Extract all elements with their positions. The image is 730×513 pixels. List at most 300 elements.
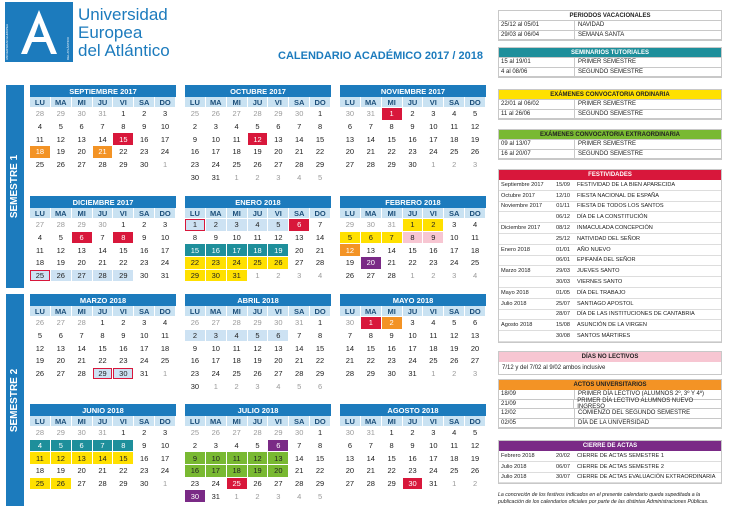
day-cell: 20 (268, 146, 289, 159)
month-calendar (185, 294, 331, 393)
weekday-header: VI (113, 306, 134, 317)
festividad-date: 01/05 (556, 289, 570, 296)
day-cell: 11 (465, 232, 486, 245)
legend-date: 15 al 19/01 (499, 58, 575, 67)
month-calendar (30, 404, 176, 490)
weekday-header: DO (465, 416, 486, 427)
day-cell: 28 (93, 270, 114, 283)
day-cell: 15 (185, 244, 206, 257)
weekday-header: DO (155, 208, 176, 219)
day-cell: 5 (248, 440, 269, 453)
day-cell: 4 (30, 440, 51, 453)
day-cell: 27 (227, 427, 248, 440)
day-cell: 27 (268, 478, 289, 491)
day-cell: 28 (361, 159, 382, 172)
month-grid (30, 208, 176, 282)
month-grid (340, 97, 486, 171)
day-cell: 29 (310, 368, 331, 381)
day-cell: 31 (403, 368, 424, 381)
day-cell: 21 (72, 355, 93, 368)
festividad-name: EPIFANÍA DEL SEÑOR (577, 257, 636, 264)
day-cell: 30 (185, 380, 206, 393)
day-cell: 26 (51, 270, 72, 283)
day-cell: 14 (289, 342, 310, 355)
day-cell: 28 (93, 159, 114, 172)
acto-date: 02/05 (499, 419, 575, 428)
day-cell: 27 (361, 270, 382, 283)
month-title: ENERO 2018 (185, 196, 331, 208)
day-cell: 2 (227, 380, 248, 393)
weekday-header: MI (227, 208, 248, 219)
weekday-header: MI (382, 306, 403, 317)
day-cell: 2 (113, 317, 134, 330)
day-cell: 5 (310, 490, 331, 503)
weekday-header: VI (268, 208, 289, 219)
day-cell: 9 (382, 330, 403, 343)
day-cell: 8 (361, 330, 382, 343)
day-cell: 20 (289, 244, 310, 257)
day-cell: 27 (51, 368, 72, 381)
day-cell: 28 (310, 257, 331, 270)
day-cell: 31 (227, 270, 248, 283)
month-grid (185, 416, 331, 503)
weekday-header: SA (289, 306, 310, 317)
weekday-header: MA (206, 416, 227, 427)
day-cell: 28 (248, 427, 269, 440)
day-cell: 3 (465, 368, 486, 381)
day-cell: 1 (444, 478, 465, 491)
day-cell: 23 (185, 478, 206, 491)
legend-row (499, 100, 721, 110)
festividad-date: 28/07 (556, 311, 570, 318)
day-cell: 16 (134, 133, 155, 146)
day-cell: 13 (340, 133, 361, 146)
day-cell: 25 (227, 368, 248, 381)
day-cell: 26 (248, 478, 269, 491)
day-cell: 9 (134, 121, 155, 134)
day-cell: 9 (185, 452, 206, 465)
weekday-header: LU (340, 416, 361, 427)
day-cell: 12 (248, 452, 269, 465)
day-cell: 17 (423, 133, 444, 146)
day-cell: 1 (155, 368, 176, 381)
day-cell: 26 (51, 159, 72, 172)
festividad-row (499, 331, 721, 342)
day-cell: 31 (134, 368, 155, 381)
day-cell: 24 (155, 465, 176, 478)
month-calendar (185, 404, 331, 503)
section-title: EXÁMENES CONVOCATORIA EXTRAORDINARIA (499, 130, 721, 140)
weekday-header: MI (227, 306, 248, 317)
month-title: SEPTIEMBRE 2017 (30, 85, 176, 97)
day-cell: 10 (403, 330, 424, 343)
day-cell: 4 (444, 427, 465, 440)
day-cell: 26 (248, 159, 269, 172)
day-cell: 29 (268, 108, 289, 121)
day-cell: 30 (340, 108, 361, 121)
day-cell: 5 (340, 232, 361, 245)
day-cell: 15 (382, 133, 403, 146)
day-cell: 28 (289, 368, 310, 381)
legend-date: 4 al 08/06 (499, 68, 575, 77)
day-cell: 31 (206, 490, 227, 503)
legend-row (499, 58, 721, 68)
day-cell: 24 (423, 146, 444, 159)
weekday-header: LU (30, 306, 51, 317)
day-cell: 26 (340, 270, 361, 283)
day-cell: 31 (155, 270, 176, 283)
weekday-header: DO (310, 306, 331, 317)
weekday-header: LU (185, 97, 206, 108)
day-cell: 27 (206, 317, 227, 330)
day-cell: 3 (403, 317, 424, 330)
festividad-name: DÍA DE LAS INSTITUCIONES DE CANTABRIA (577, 311, 695, 318)
weekday-header: MA (51, 208, 72, 219)
festividad-row (499, 299, 721, 310)
day-cell: 20 (72, 257, 93, 270)
acto-label: PRIMER DÍA LECTIVO (ALUMNOS 2º, 3º Y 4º) (578, 391, 705, 398)
weekday-header: MA (206, 97, 227, 108)
day-cell: 7 (289, 440, 310, 453)
day-cell: 10 (155, 440, 176, 453)
day-cell: 12 (51, 244, 72, 257)
festividad-name: AÑO NUEVO (577, 246, 611, 253)
day-cell: 22 (361, 355, 382, 368)
weekday-header: MI (227, 416, 248, 427)
day-cell: 10 (423, 121, 444, 134)
semester-1-bar (6, 85, 24, 288)
day-cell: 26 (51, 478, 72, 491)
weekday-header: MA (206, 208, 227, 219)
day-cell: 24 (134, 355, 155, 368)
day-cell: 29 (72, 219, 93, 232)
weekday-header: JU (248, 208, 269, 219)
legend-date: 29/03 al 06/04 (499, 31, 575, 40)
day-cell: 19 (465, 133, 486, 146)
day-cell: 11 (227, 133, 248, 146)
day-cell: 26 (465, 465, 486, 478)
day-cell: 13 (268, 452, 289, 465)
day-cell: 12 (465, 121, 486, 134)
day-cell: 4 (155, 317, 176, 330)
day-cell: 29 (382, 478, 403, 491)
weekday-header: SA (289, 97, 310, 108)
day-cell: 25 (227, 159, 248, 172)
day-cell: 10 (444, 232, 465, 245)
day-cell: 15 (113, 244, 134, 257)
day-cell: 1 (310, 427, 331, 440)
day-cell: 11 (155, 330, 176, 343)
day-cell: 27 (51, 317, 72, 330)
day-cell: 12 (248, 133, 269, 146)
day-cell: 6 (268, 440, 289, 453)
day-cell: 10 (155, 232, 176, 245)
festividad-name: FIESTA NACIONAL DE ESPAÑA (577, 192, 659, 199)
day-cell: 2 (423, 219, 444, 232)
day-cell: 4 (289, 490, 310, 503)
weekday-header: JU (248, 306, 269, 317)
section-title: SEMINARIOS TUTORIALES (499, 48, 721, 58)
festividad-month: Diciembre 2017 (501, 225, 541, 232)
day-cell: 5 (310, 171, 331, 184)
day-cell: 29 (310, 478, 331, 491)
day-cell: 2 (185, 121, 206, 134)
day-cell: 18 (423, 342, 444, 355)
cierre-section (498, 440, 722, 484)
day-cell: 10 (227, 232, 248, 245)
day-cell: 29 (310, 159, 331, 172)
day-cell: 8 (113, 232, 134, 245)
day-cell: 16 (185, 146, 206, 159)
day-cell: 18 (444, 133, 465, 146)
day-cell: 23 (134, 465, 155, 478)
day-cell: 23 (206, 257, 227, 270)
day-cell: 12 (30, 342, 51, 355)
weekday-header: MI (72, 416, 93, 427)
day-cell: 29 (113, 478, 134, 491)
day-cell: 26 (206, 108, 227, 121)
day-cell: 9 (206, 232, 227, 245)
weekday-header: VI (113, 416, 134, 427)
day-cell: 12 (51, 452, 72, 465)
day-cell: 28 (361, 478, 382, 491)
day-cell: 29 (268, 427, 289, 440)
day-cell: 28 (30, 427, 51, 440)
day-cell: 1 (403, 270, 424, 283)
day-cell: 20 (51, 355, 72, 368)
month-title: NOVIEMBRE 2017 (340, 85, 486, 97)
day-cell: 1 (248, 270, 269, 283)
day-cell: 15 (361, 342, 382, 355)
day-cell: 5 (51, 232, 72, 245)
day-cell: 1 (185, 219, 206, 232)
day-cell: 8 (93, 330, 114, 343)
day-cell: 18 (227, 355, 248, 368)
day-cell: 11 (30, 452, 51, 465)
weekday-header: VI (423, 208, 444, 219)
day-cell: 23 (113, 355, 134, 368)
footnote: La concreción de los festivos indicados en el presente calendario queda supeditada a la publicación de los calendarios oficiales por parte de las distintas Administraciones Públicas. (498, 492, 709, 505)
festividad-month: Mayo 2018 (501, 289, 529, 296)
day-cell: 3 (227, 219, 248, 232)
acto-row (499, 409, 721, 419)
cierre-date: 20/02 (556, 452, 570, 459)
day-cell: 13 (72, 244, 93, 257)
day-cell: 29 (185, 270, 206, 283)
semester-2-bar (6, 294, 24, 506)
day-cell: 3 (206, 330, 227, 343)
day-cell: 12 (248, 342, 269, 355)
day-cell: 25 (227, 478, 248, 491)
festividad-month: Marzo 2018 (501, 268, 531, 275)
day-cell: 3 (289, 270, 310, 283)
day-cell: 16 (403, 452, 424, 465)
month-calendar (340, 294, 486, 380)
day-cell: 8 (310, 440, 331, 453)
day-cell: 13 (268, 342, 289, 355)
month-calendar (30, 294, 176, 380)
day-cell: 6 (289, 219, 310, 232)
weekday-header: SA (134, 416, 155, 427)
day-cell: 1 (113, 108, 134, 121)
day-cell: 10 (423, 440, 444, 453)
month-grid (340, 208, 486, 282)
acto-label: DÍA DE LA UNIVERSIDAD (578, 419, 650, 426)
day-cell: 1 (423, 368, 444, 381)
day-cell: 20 (340, 146, 361, 159)
day-cell: 20 (268, 465, 289, 478)
festividad-month: Enero 2018 (501, 246, 530, 253)
day-cell: 13 (268, 133, 289, 146)
day-cell: 30 (113, 368, 134, 381)
day-cell: 21 (289, 465, 310, 478)
day-cell: 5 (465, 427, 486, 440)
day-cell: 9 (185, 133, 206, 146)
festividad-row (499, 223, 721, 234)
acto-date: 12/02 (499, 409, 575, 418)
acto-row (499, 397, 721, 410)
festividad-name: SANTIAGO APOSTOL (577, 300, 634, 307)
festividad-month: Septiembre 2017 (501, 181, 544, 188)
day-cell: 25 (155, 355, 176, 368)
day-cell: 8 (310, 121, 331, 134)
month-grid (185, 208, 331, 282)
weekday-header: MI (382, 208, 403, 219)
day-cell: 20 (361, 257, 382, 270)
day-cell: 27 (30, 219, 51, 232)
month-title: FEBRERO 2018 (340, 196, 486, 208)
day-cell: 19 (268, 244, 289, 257)
day-cell: 28 (340, 368, 361, 381)
festividad-name: FESTIVIDAD DE LA BIEN APARECIDA (577, 181, 676, 188)
festividad-row (499, 266, 721, 277)
day-cell: 22 (310, 465, 331, 478)
weekday-header: LU (340, 97, 361, 108)
weekday-header: MI (72, 306, 93, 317)
day-cell: 17 (134, 342, 155, 355)
festividad-row (499, 277, 721, 288)
day-cell: 11 (30, 244, 51, 257)
day-cell: 29 (340, 219, 361, 232)
day-cell: 2 (444, 159, 465, 172)
semester-2-label: SEMESTRE 2 (9, 368, 21, 432)
day-cell: 19 (444, 342, 465, 355)
weekday-header: VI (423, 97, 444, 108)
weekday-header: LU (30, 97, 51, 108)
day-cell: 9 (185, 342, 206, 355)
legend-date: 25/12 al 05/01 (499, 21, 575, 30)
weekday-header: MA (361, 97, 382, 108)
weekday-header: JU (93, 416, 114, 427)
festividad-date: 06/12 (556, 214, 570, 221)
day-cell: 31 (361, 427, 382, 440)
day-cell: 3 (155, 427, 176, 440)
festividad-name: INMACULADA CONCEPCIÓN (577, 225, 653, 232)
day-cell: 24 (423, 465, 444, 478)
day-cell: 6 (51, 330, 72, 343)
day-cell: 11 (248, 232, 269, 245)
day-cell: 21 (361, 146, 382, 159)
university-name-line1: Universidad (78, 5, 168, 24)
weekday-header: LU (340, 306, 361, 317)
day-cell: 5 (248, 330, 269, 343)
day-cell: 30 (134, 270, 155, 283)
day-cell: 11 (444, 440, 465, 453)
day-cell: 24 (403, 355, 424, 368)
day-cell: 4 (227, 440, 248, 453)
festividad-name: FIESTA DE TODOS LOS SANTOS (577, 203, 664, 210)
day-cell: 2 (134, 108, 155, 121)
month-grid (340, 306, 486, 380)
day-cell: 29 (113, 270, 134, 283)
weekday-header: DO (155, 416, 176, 427)
day-cell: 12 (465, 440, 486, 453)
day-cell: 23 (382, 355, 403, 368)
day-cell: 7 (382, 232, 403, 245)
legend-section (498, 10, 722, 41)
day-cell: 19 (465, 452, 486, 465)
day-cell: 30 (185, 490, 206, 503)
day-cell: 19 (51, 465, 72, 478)
day-cell: 2 (248, 171, 269, 184)
day-cell: 1 (361, 317, 382, 330)
day-cell: 27 (465, 355, 486, 368)
weekday-header: DO (155, 306, 176, 317)
day-cell: 17 (423, 452, 444, 465)
day-cell: 16 (185, 355, 206, 368)
festividad-month: Agosto 2018 (501, 322, 533, 329)
month-calendar (340, 196, 486, 282)
day-cell: 19 (30, 355, 51, 368)
cierre-label: CIERRE DE ACTAS SEMESTRE 1 (577, 452, 664, 459)
month-grid (30, 416, 176, 490)
day-cell: 7 (289, 121, 310, 134)
day-cell: 1 (310, 108, 331, 121)
day-cell: 3 (444, 219, 465, 232)
day-cell: 4 (444, 108, 465, 121)
day-cell: 1 (227, 171, 248, 184)
day-cell: 26 (30, 368, 51, 381)
day-cell: 12 (51, 133, 72, 146)
weekday-header: JU (93, 97, 114, 108)
day-cell: 6 (465, 317, 486, 330)
day-cell: 18 (155, 342, 176, 355)
day-cell: 19 (51, 146, 72, 159)
day-cell: 13 (289, 232, 310, 245)
legend-row (499, 110, 721, 120)
day-cell: 2 (423, 270, 444, 283)
day-cell: 20 (72, 146, 93, 159)
month-title: DICIEMBRE 2017 (30, 196, 176, 208)
day-cell: 29 (113, 159, 134, 172)
day-cell: 22 (113, 257, 134, 270)
day-cell: 18 (248, 244, 269, 257)
day-cell: 6 (72, 232, 93, 245)
day-cell: 4 (227, 121, 248, 134)
festividad-month: Noviembre 2017 (501, 203, 543, 210)
day-cell: 8 (310, 330, 331, 343)
festividad-row (499, 288, 721, 299)
legend-section (498, 47, 722, 78)
day-cell: 21 (340, 355, 361, 368)
no-lectivos-text: 7/12 y del 7/02 al 9/02 ambos inclusive (502, 365, 606, 371)
day-cell: 18 (30, 146, 51, 159)
acto-label: COMIENZO DEL SEGUNDO SEMESTRE (578, 410, 691, 417)
day-cell: 24 (206, 478, 227, 491)
day-cell: 31 (382, 219, 403, 232)
day-cell: 8 (185, 232, 206, 245)
day-cell: 4 (227, 330, 248, 343)
